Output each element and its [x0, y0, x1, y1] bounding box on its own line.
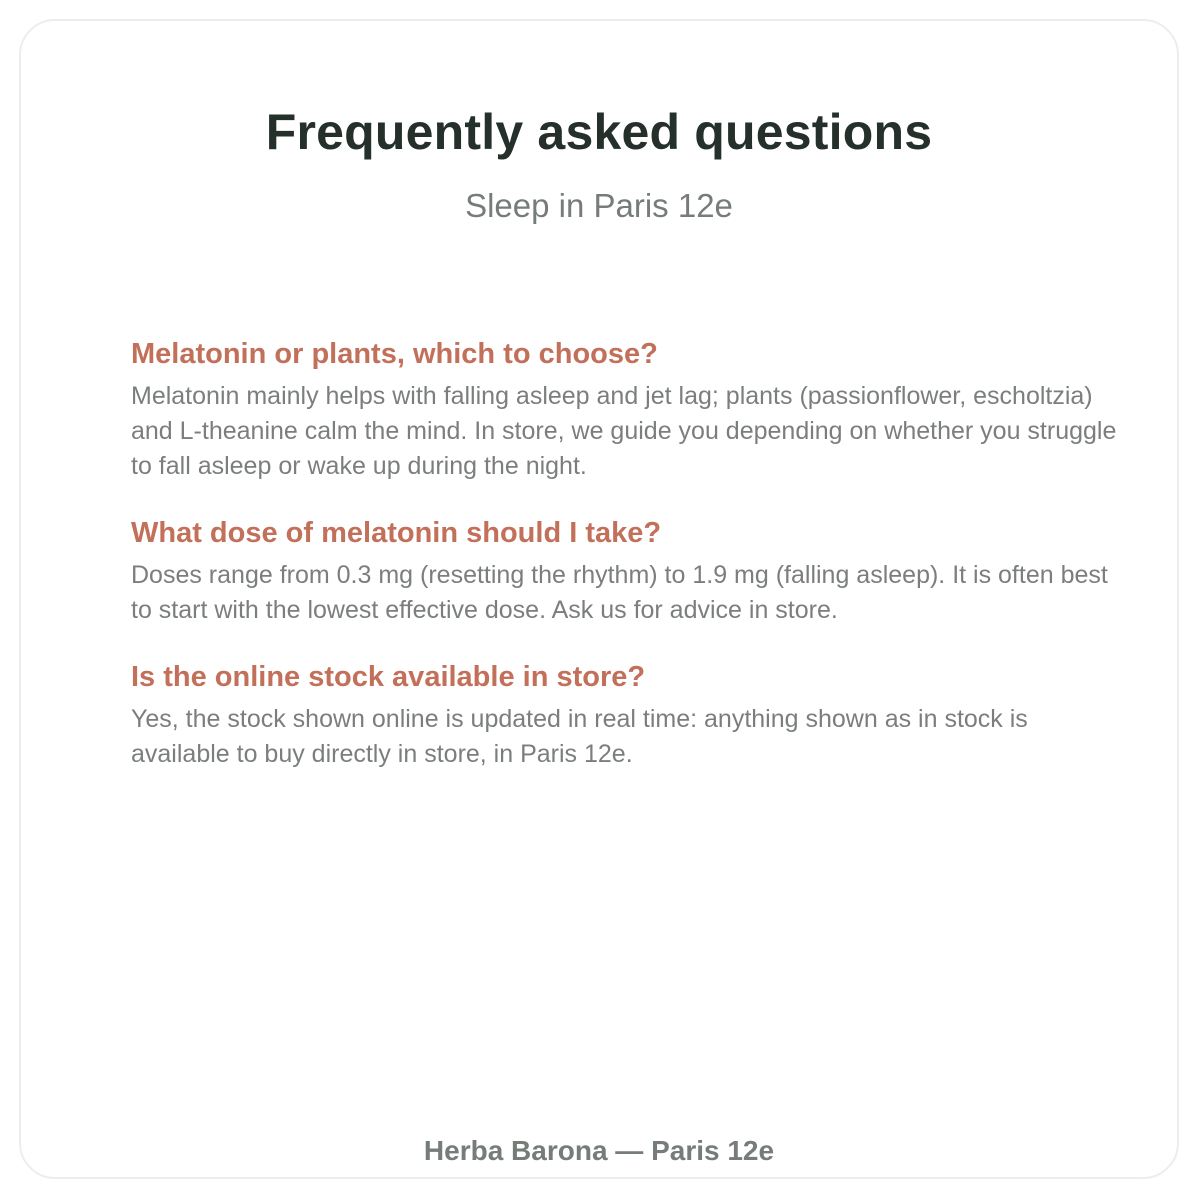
faq-question: Melatonin or plants, which to choose?: [131, 338, 658, 370]
faq-answer: Melatonin mainly helps with falling asleep and jet lag; plants (passionflower, escholtzia) and L-theanine calm the mind. In store, we guide you depending on whether you struggle to fall asleep or wake up during the night.: [131, 382, 1117, 480]
page-title: Frequently asked questions: [265, 104, 933, 160]
faq-list: [131, 335, 1131, 802]
faq-answer: Yes, the stock shown online is updated in real time: anything shown as in stock is available to buy directly in store, in Paris 12e.: [131, 705, 1028, 768]
faq-answer: Doses range from 0.3 mg (resetting the rhythm) to 1.9 mg (falling asleep). It is often best to start with the lowest effective dose. Ask us for advice in store.: [131, 561, 1108, 624]
footer-store-name: Herba Barona — Paris 12e: [423, 1135, 775, 1166]
faq-question: Is the online stock available in store?: [131, 661, 646, 693]
faq-question: What dose of melatonin should I take?: [131, 517, 662, 549]
faq-card: [19, 19, 1179, 1179]
faq-item: [131, 514, 1131, 628]
faq-item: [131, 335, 1131, 484]
page-subtitle: Sleep in Paris 12e: [465, 187, 733, 224]
faq-item: [131, 658, 1131, 772]
